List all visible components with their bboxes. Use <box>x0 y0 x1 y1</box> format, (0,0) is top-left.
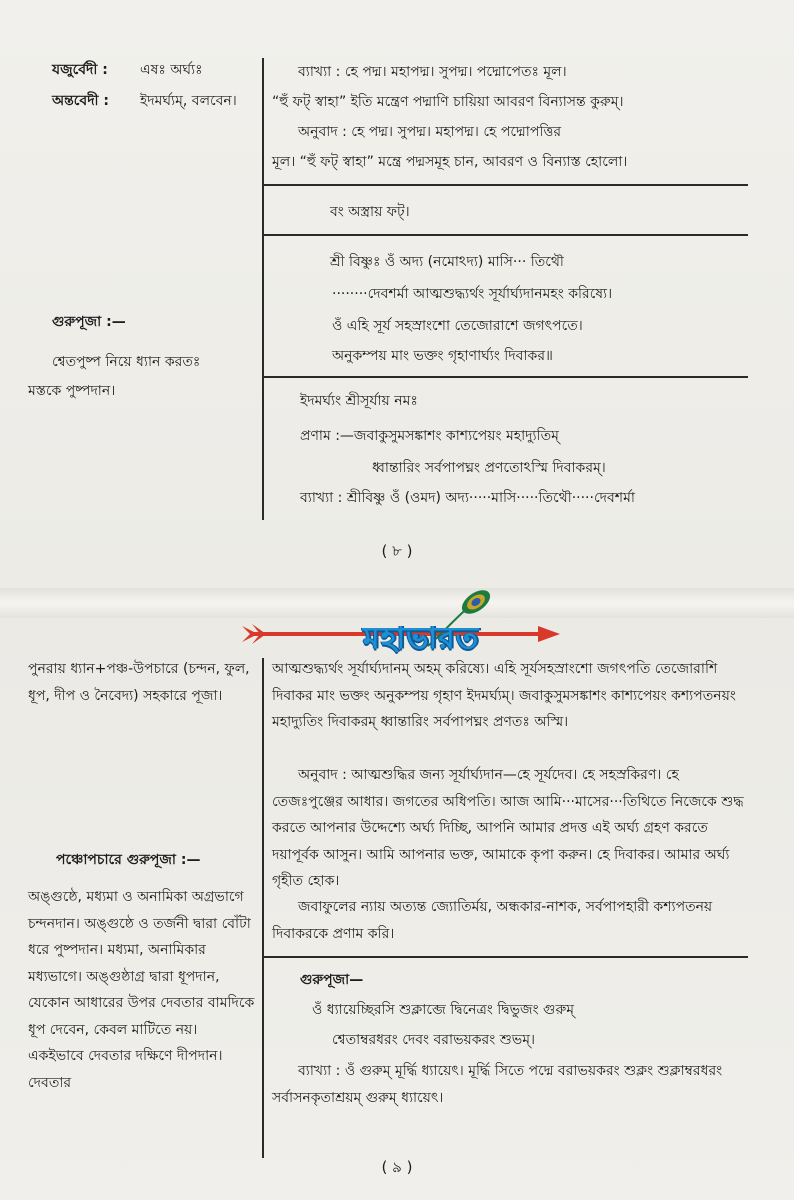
section-divider <box>264 956 748 958</box>
vyakhya-line: “হুঁ ফট্ স্বাহা” ইতি মন্ত্রেণ পদ্মাণি চায়িয়া আবরণ বিন্যাসন্ত কুরুম্। <box>272 94 624 110</box>
anubad-paragraph: অনুবাদ : আত্মশুদ্ধির জন্য সূর্যার্ঘ্যদান—হে সূর্যদেব। হে সহস্রকিরণ। হে তেজঃপুঞ্জের আধার। জগতের অধিপতি। আজ আমি···মাসের···তিথিতে নিজেকে শুদ্ধ করতে আপনার উদ্দেশ্যে অর্ঘ্য দিচ্ছি, আপনি আমার প্রদত্ত এই অর্ঘ্য গ্রহণ করতে দয়াপূর্বক আসুন। আমি আপনার ভক্ত, আমাকে কৃপা করুন। হে দিবাকর। আমার অর্ঘ্য গৃহীত হোক। <box>272 767 744 889</box>
section-divider <box>264 184 748 186</box>
vyakhya-line: ব্যাখ্যা : হে পদ্ম। মহাপদ্ম। সুপদ্ম। পদ্মোপেতঃ মূল। <box>298 64 567 80</box>
arghya-mantra: আত্মশুদ্ধ্যর্থং সূর্যার্ঘ্যদানম্ অহম্ করিষ্যে। এহি সূর্যসহস্রাংশো জগৎপতি তেজোরাশি দিবাকর মাং ভক্তং অনুকম্পয় গৃহাণ ইদমর্ঘ্যম্। জবাকুসুমসঙ্কাশং কাশ্যপেয়ং কশ্যপতনয়ং মহাদ্যুতিং দিবাকরম্ ধ্বান্তারিং সর্বপাপঘ্নং প্রণতঃ অস্মি। <box>272 661 736 730</box>
yajurvedi-text: এষঃ অর্ঘ্যঃ <box>140 62 203 78</box>
top-page <box>0 0 794 588</box>
page-number: ( ৯ ) <box>381 1158 413 1176</box>
sankalpa-line: শ্রী বিষ্ণুঃ ওঁ অদ্য (নমোঽদ্য) মাসি··· তিথৌ <box>330 254 564 270</box>
sankalpa-line: ওঁ এহি সূর্য সহস্রাংশো তেজোরাশে জগৎপতে। <box>332 318 583 334</box>
guru-dhyan-line: ওঁ ধ্যায়েচ্ছিরসি শুক্লাব্জে দ্বিনেত্রং দ্বিভুজং গুরুম্ <box>312 1002 574 1018</box>
guru-puja-heading: গুরুপূজা— <box>300 972 364 988</box>
pranam-line: ধ্বান্তারিং সর্বপাপঘ্নং প্রণতোঽস্মি দিবাকরম্। <box>372 460 606 476</box>
guru-puja-heading: গুরুপূজা :— <box>52 314 126 330</box>
guru-puja-line: মস্তকে পুষ্পদান। <box>28 383 116 399</box>
column-divider <box>262 658 264 1158</box>
section-divider <box>264 376 748 378</box>
yajurvedi-label: যজুর্বেদী : <box>52 62 108 78</box>
page-number: ( ৮ ) <box>381 542 413 560</box>
guru-puja-line: শ্বেতপুষ্প নিয়ে ধ্যান করতঃ <box>52 354 201 370</box>
column-divider <box>262 58 264 520</box>
bottom-page <box>0 618 794 1200</box>
guru-dhyan-line: শ্বেতাম্বরধরং দেবং বরাভয়করং শুভম্। <box>332 1032 535 1048</box>
guru-vyakhya: ব্যাখ্যা : ওঁ গুরুম্ মূর্দ্ধি ধ্যায়েৎ। মূর্দ্ধি সিতে পদ্মে বরাভয়করং শুক্লং শুক্লাম্বরধরং সর্বাসনকৃতাশ্রয়ম্ গুরুম্ ধ্যায়েৎ। <box>272 1063 723 1106</box>
panchopachar-text: অঙ্গুষ্ঠে, মধ্যমা ও অনামিকা অগ্রভাগে চন্দনদান। অঙ্গুষ্ঠে ও তর্জনী দ্বারা বোঁটা ধরে পুষ্পদান। মধ্যমা, অনামিকার মধ্যভাগে। অঙ্গুষ্ঠাগ্র দ্বারা ধূপদান, যেকোন আধারের উপর দেবতার বামদিকে ধূপ দেবেন, কেবল মাটিতে নয়। একইভাবে দেবতার দক্ষিণে দীপদান। দেবতার <box>28 889 255 1091</box>
arghya-line: ইদমর্ঘ্যং শ্রীসূর্যায় নমঃ <box>300 393 418 409</box>
mantra-line: বং অস্ত্রায় ফট্। <box>330 204 410 220</box>
pranam-line: প্রণাম :—জবাকুসুমসঙ্কাশং কাশ্যপেয়ং মহাদ্যুতিম্ <box>300 428 559 444</box>
sankalpa-line: ········দেবশর্মা আত্মশুদ্ধ্যর্থং সূর্যার্ঘ্যদানমহং করিষ্যে। <box>332 286 613 302</box>
pranam-meaning: জবাফুলের ন্যায় অত্যন্ত জ্যোতির্ময়, অন্ধকার-নাশক, সর্বপাপহারী কশ্যপতনয় দিবাকরকে প্রণাম করি। <box>272 899 713 942</box>
anubad-line: মূল। “হুঁ ফট্ স্বাহা” মন্ত্রে পদ্মসমূহ চান, আবরণ ও বিন্যাস্ত হোলো। <box>272 154 628 170</box>
antavedi-text: ইদমর্ঘ্যম্, বলবেন। <box>140 93 237 109</box>
puja-instruction: পুনরায় ধ্যান+পঞ্চ-উপচারে (চন্দন, ফুল, ধূপ, দীপ ও নৈবেদ্য) সহকারে পূজা। <box>28 661 250 704</box>
logo-text: মহাভারত <box>362 621 480 656</box>
section-divider <box>264 234 748 236</box>
panchopachar-heading: পঞ্চোপচারে গুরুপূজা :— <box>56 852 201 868</box>
antavedi-label: অন্তবেদী : <box>52 93 110 109</box>
anubad-line: অনুবাদ : হে পদ্ম। সুপদ্ম। মহাপদ্ম। হে পদ্মোপত্তির <box>298 124 562 140</box>
vyakhya-line: ব্যাখ্যা : শ্রীবিষ্ণু ওঁ (ওমদ) অদ্য·····মাসি·····তিথৌ·····দেবশর্মা <box>300 490 635 506</box>
sankalpa-line: অনুকম্পয় মাং ভক্তং গৃহাণার্ঘ্যং দিবাকর॥ <box>332 348 553 364</box>
